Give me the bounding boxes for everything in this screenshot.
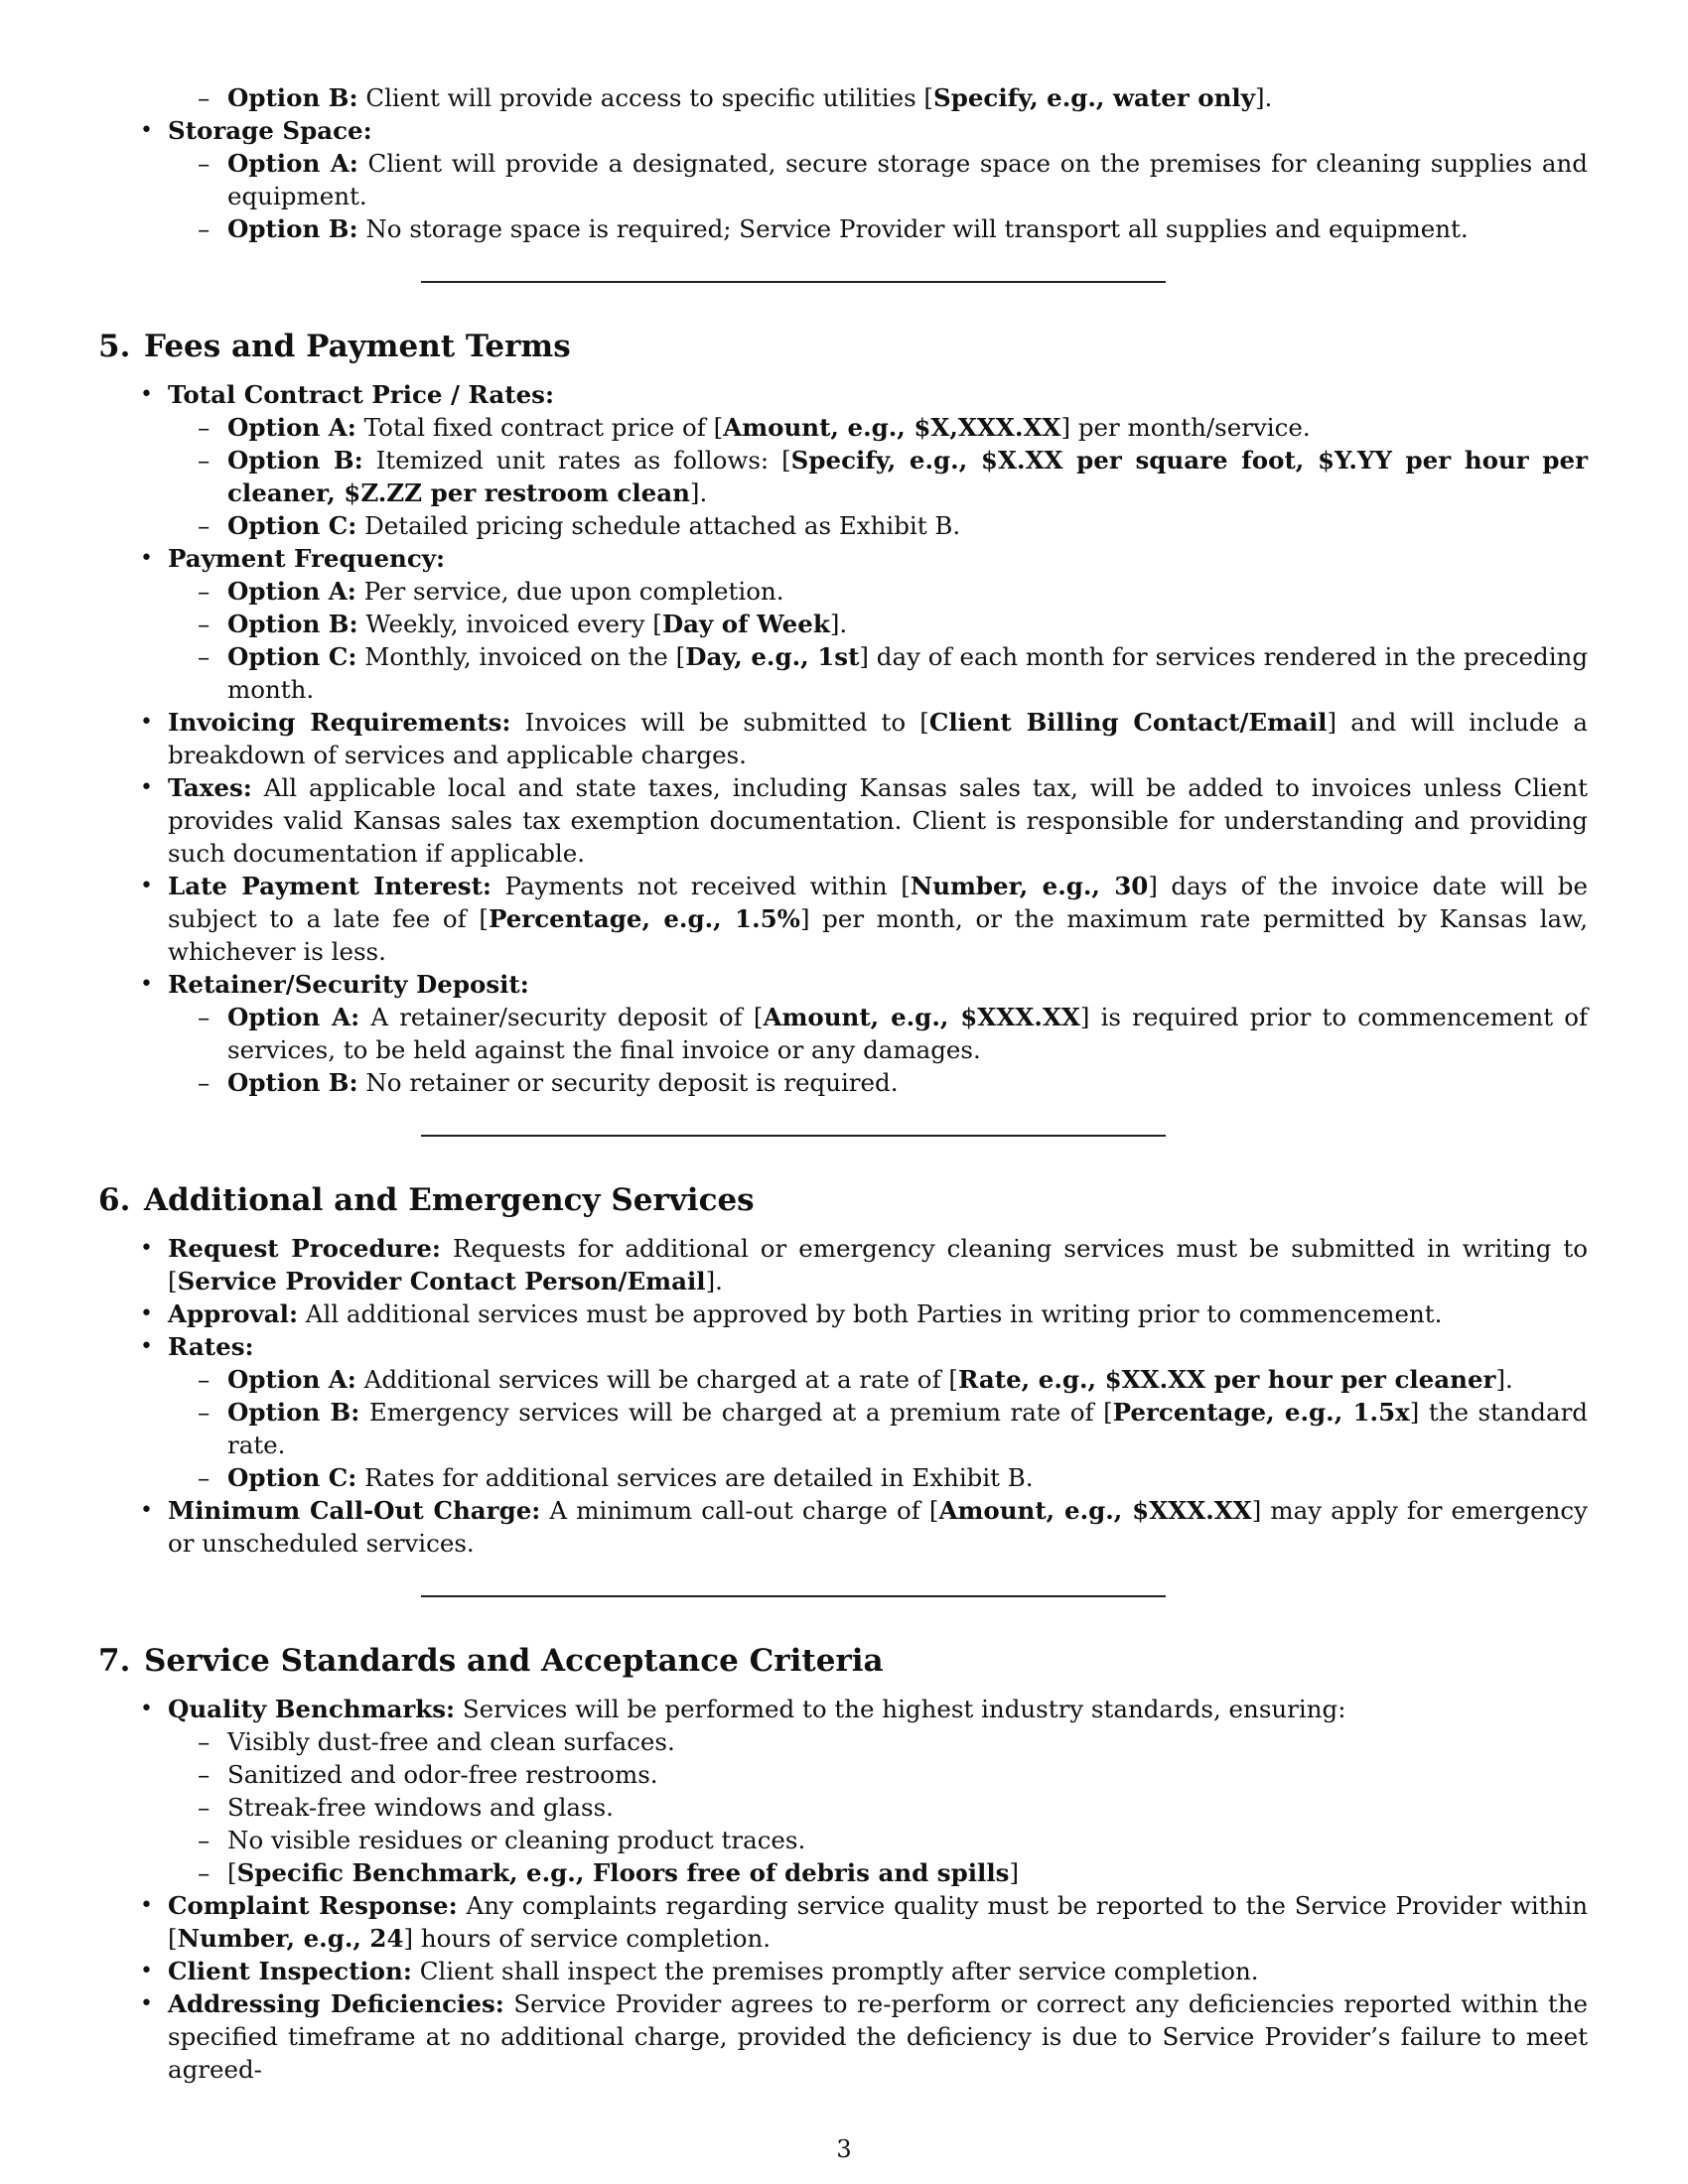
placeholder-text: Number, e.g., 30 [910, 872, 1149, 900]
page-number: 3 [836, 2135, 852, 2163]
item-label: Late Payment Interest: [168, 872, 492, 900]
option-text: ]. [1495, 1365, 1513, 1394]
invoicing-item [168, 706, 1588, 771]
item-text: Any complaints regarding service quality must be reported to the Service Provider within [ [168, 1891, 1588, 1953]
option-label: Option B: [227, 610, 358, 638]
option-text: Client will provide a designated, secure storage space on the premises for cleaning supplies and equipment. [227, 149, 1588, 210]
option-text: ] is required prior to commencement of services, to be held against the final invoice or any damages. [227, 1003, 1589, 1064]
item-label: Taxes: [168, 773, 252, 802]
section-title: Service Standards and Acceptance Criteria [144, 1643, 884, 1679]
placeholder-text: Rate, e.g., $XX.XX per hour per cleaner [957, 1365, 1496, 1394]
section-title: Fees and Payment Terms [144, 329, 571, 364]
item-label: Approval: [168, 1299, 298, 1328]
benchmark-list-item [227, 1791, 1588, 1824]
placeholder-text: Amount, e.g., $XXX.XX [763, 1003, 1080, 1031]
option-label: Option B: [227, 446, 363, 475]
section-number: 7. [98, 1643, 131, 1679]
option-text: No storage space is required; Service Provider will transport all supplies and equipment. [365, 214, 1469, 243]
item-text: Services will be performed to the highest industry standards, ensuring: [462, 1695, 1346, 1723]
storage-option-a [227, 147, 1588, 212]
option-label: Option A: [227, 1003, 360, 1031]
placeholder-text: Service Provider Contact Person/Email [177, 1267, 706, 1296]
option-label: Option A: [227, 413, 356, 442]
placeholder-text: Specific Benchmark, e.g., Floors free of debris and spills [236, 1858, 1010, 1887]
placeholder-text: Day, e.g., 1st [685, 642, 860, 671]
option-text: Weekly, invoiced every [ [365, 610, 662, 638]
rates-item [168, 1330, 1588, 1363]
option-text: ] the standard rate. [227, 1398, 1588, 1459]
item-text: ] may apply for emergency or unscheduled services. [168, 1496, 1588, 1558]
total-price-option-c [227, 509, 1588, 542]
placeholder-text: Number, e.g., 24 [177, 1924, 404, 1953]
item-text: ] days of the invoice date will be subject to a late fee of [ [168, 872, 1588, 933]
item-label: Rates: [168, 1332, 254, 1361]
page-content [98, 83, 1589, 2086]
item-text: All applicable local and state taxes, including Kansas sales tax, will be added to invoices unless Client provides valid Kansas sales tax exemption documentation. Client is responsible for understanding and providing such documentation if applicable. [168, 773, 1589, 868]
total-price-item [168, 378, 1588, 411]
option-label: Option C: [227, 511, 357, 540]
benchmark-text: Visibly dust-free and clean surfaces. [227, 1727, 675, 1756]
storage-option-b [227, 212, 1588, 245]
retainer-option-b [227, 1066, 1588, 1099]
rates-option-c [227, 1461, 1588, 1494]
option-text: Rates for additional services are detailed in Exhibit B. [364, 1463, 1034, 1492]
benchmark-text: Streak-free windows and glass. [227, 1793, 614, 1822]
benchmark-text: Sanitized and odor-free restrooms. [227, 1760, 658, 1789]
placeholder-text: Client Billing Contact/Email [928, 708, 1328, 737]
payment-frequency-option-a [227, 575, 1588, 608]
approval-item [168, 1297, 1588, 1330]
item-text: A minimum call-out charge of [ [549, 1496, 939, 1525]
option-text: Client will provide access to specific utilities [ [365, 83, 933, 112]
item-label: Addressing Deficiencies: [168, 1989, 504, 2018]
complaint-response-item [168, 1889, 1588, 1955]
benchmark-list-item [227, 1725, 1588, 1758]
total-price-option-a [227, 411, 1588, 444]
placeholder-text: Day of Week [661, 610, 830, 638]
request-procedure-item [168, 1232, 1588, 1297]
item-label: Storage Space: [168, 116, 372, 145]
item-text: ]. [705, 1267, 723, 1296]
section-5-heading [98, 327, 1588, 366]
item-label: Client Inspection: [168, 1957, 412, 1985]
placeholder-text: Specify, e.g., water only [933, 83, 1255, 112]
option-text: Per service, due upon completion. [363, 577, 784, 606]
placeholder-text: Percentage, e.g., 1.5% [488, 904, 800, 933]
item-label: Quality Benchmarks: [168, 1695, 456, 1723]
option-text: ]. [689, 478, 708, 507]
option-label: Option B: [227, 1398, 360, 1427]
option-text: Total fixed contract price of [ [363, 413, 724, 442]
item-label: Complaint Response: [168, 1891, 458, 1920]
item-label: Invoicing Requirements: [168, 708, 511, 737]
item-text: ] per month, or the maximum rate permitted by Kansas law, whichever is less. [168, 904, 1588, 966]
item-text: ] and will include a breakdown of services and applicable charges. [168, 708, 1588, 769]
placeholder-text: Percentage, e.g., 1.5x [1112, 1398, 1410, 1427]
option-text: ] day of each month for services rendered in the preceding month. [227, 642, 1589, 704]
rates-option-a [227, 1363, 1588, 1396]
storage-space-item [168, 114, 1588, 147]
retainer-option-a [227, 1001, 1588, 1066]
option-label: Option C: [227, 1463, 357, 1492]
placeholder-text: Amount, e.g., $XXX.XX [938, 1496, 1252, 1525]
option-label: Option A: [227, 577, 356, 606]
item-text: Service Provider agrees to re-perform or correct any deficiencies reported within the specified timeframe at no additional charge, provided the deficiency is due to Service Provider’s failure to meet agreed- [168, 1989, 1588, 2084]
item-label: Total Contract Price / Rates: [168, 380, 554, 409]
item-text: ] hours of service completion. [403, 1924, 772, 1953]
option-text: Monthly, invoiced on the [ [364, 642, 686, 671]
addressing-deficiencies-item [168, 1987, 1588, 2086]
benchmark-list-item [227, 1824, 1588, 1856]
section-title: Additional and Emergency Services [144, 1182, 755, 1218]
option-text: No retainer or security deposit is required. [365, 1068, 899, 1097]
option-text: Emergency services will be charged at a premium rate of [ [368, 1398, 1113, 1427]
section-divider [421, 1135, 1166, 1137]
option-label: Option B: [227, 214, 358, 243]
option-text: Itemized unit rates as follows: [ [375, 446, 791, 475]
item-label: Request Procedure: [168, 1234, 441, 1263]
benchmark-text: No visible residues or cleaning product traces. [227, 1826, 806, 1854]
option-label: Option B: [227, 1068, 358, 1097]
section-number: 6. [98, 1182, 131, 1218]
late-payment-item [168, 870, 1588, 968]
benchmark-text: ] [1009, 1858, 1019, 1887]
option-text: ]. [1254, 83, 1273, 112]
item-text: Client shall inspect the premises promptly after service completion. [419, 1957, 1259, 1985]
placeholder-text: Specify, e.g., $X.XX per square foot, $Y.YY per hour per cleaner, $Z.ZZ per restroom clean [227, 446, 1588, 507]
section-divider [421, 1595, 1166, 1597]
option-text: Detailed pricing schedule attached as Exhibit B. [364, 511, 961, 540]
option-text: ] per month/service. [1060, 413, 1311, 442]
section-6-heading [98, 1180, 1588, 1220]
benchmark-list-item [227, 1758, 1588, 1791]
section-number: 5. [98, 329, 131, 364]
payment-frequency-option-b [227, 608, 1588, 640]
benchmark-text: [ [227, 1858, 237, 1887]
option-label: Option A: [227, 1365, 356, 1394]
quality-benchmarks-item [168, 1693, 1588, 1725]
payment-frequency-option-c [227, 640, 1588, 706]
option-label: Option A: [227, 149, 358, 178]
option-text: Additional services will be charged at a rate of [ [363, 1365, 958, 1394]
client-inspection-item [168, 1955, 1588, 1987]
option-text: A retainer/security deposit of [ [370, 1003, 764, 1031]
taxes-item [168, 771, 1588, 870]
item-label: Minimum Call-Out Charge: [168, 1496, 541, 1525]
item-text: Requests for additional or emergency cleaning services must be submitted in writing to [ [168, 1234, 1588, 1296]
option-text: ]. [829, 610, 848, 638]
benchmark-list-item [227, 1856, 1588, 1889]
rates-option-b [227, 1396, 1588, 1461]
section-divider [421, 281, 1166, 283]
total-price-option-b [227, 444, 1588, 509]
option-label: Option C: [227, 642, 357, 671]
item-text: Invoices will be submitted to [ [524, 708, 929, 737]
item-label: Retainer/Security Deposit: [168, 970, 529, 999]
payment-frequency-item [168, 542, 1588, 575]
placeholder-text: Amount, e.g., $X,XXX.XX [723, 413, 1061, 442]
item-text: All additional services must be approved by both Parties in writing prior to commencement. [305, 1299, 1443, 1328]
section-7-heading [98, 1641, 1588, 1681]
utilities-option-b [227, 81, 1588, 114]
item-label: Payment Frequency: [168, 544, 446, 573]
item-text: Payments not received within [ [504, 872, 911, 900]
option-label: Option B: [227, 83, 358, 112]
retainer-item [168, 968, 1588, 1001]
minimum-charge-item [168, 1494, 1588, 1560]
